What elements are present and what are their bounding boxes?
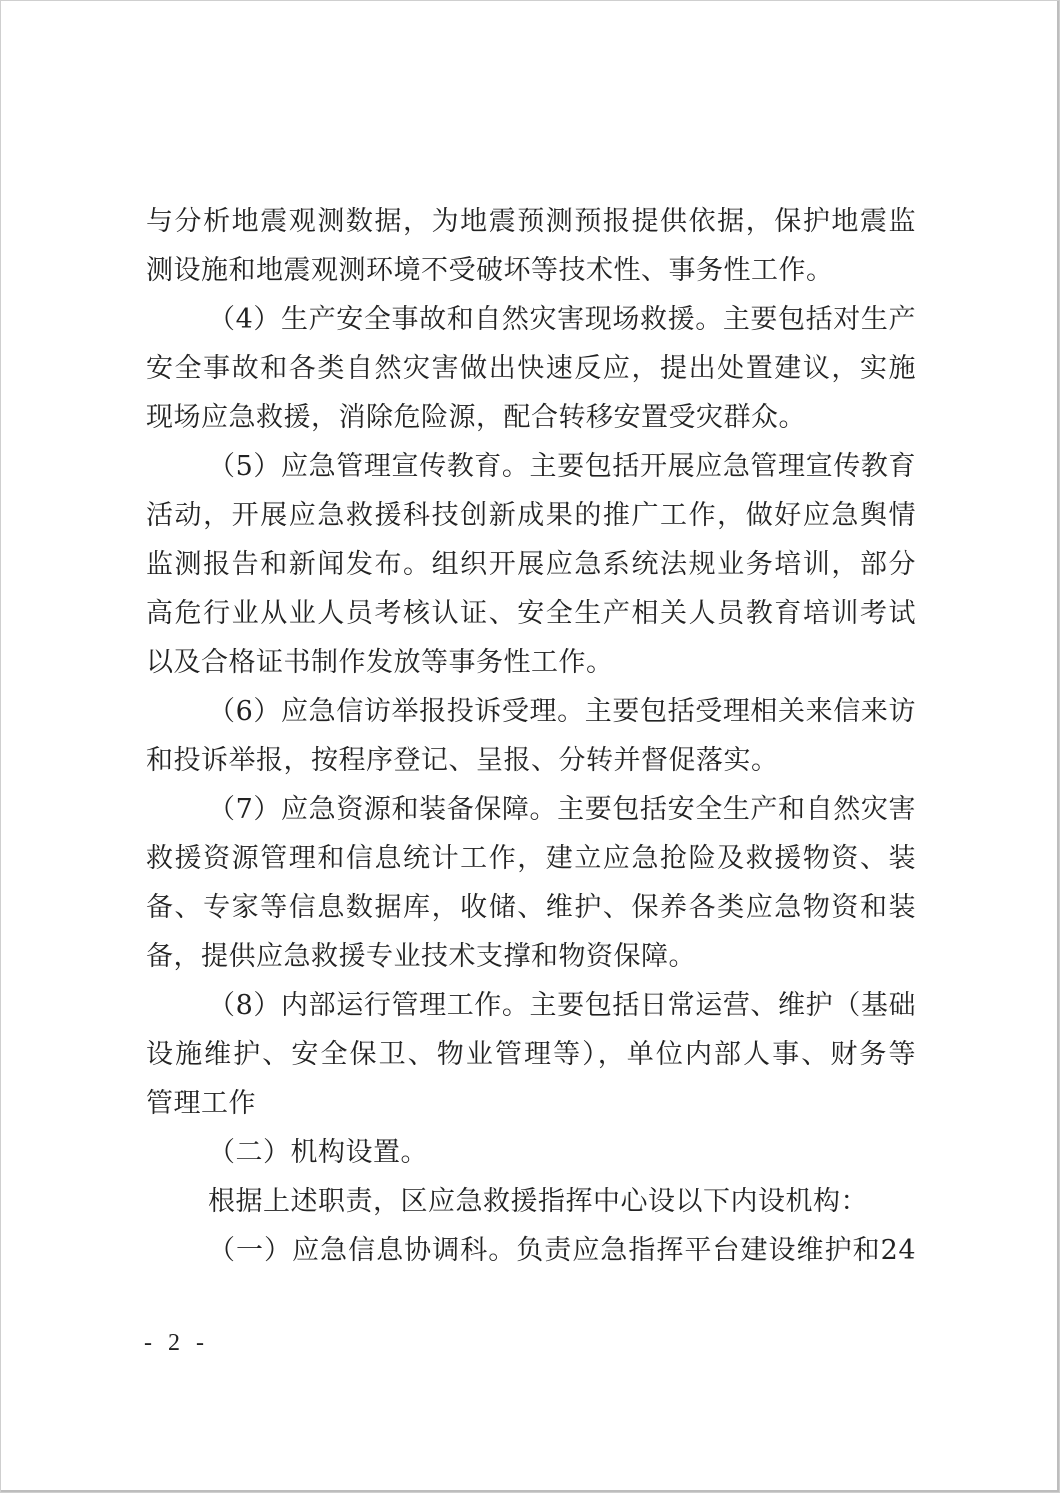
text-line: 根据上述职责，区应急救援指挥中心设以下内设机构：	[208, 1186, 868, 1217]
text-line: 救援资源管理和信息统计工作，建立应急抢险及救援物资、装	[146, 843, 916, 874]
text-line: （5）应急管理宣传教育。主要包括开展应急管理宣传教育	[208, 451, 916, 482]
text-line: 现场应急救援，消除危险源，配合转移安置受灾群众。	[146, 402, 806, 433]
text-line: 活动，开展应急救援科技创新成果的推广工作，做好应急舆情	[146, 500, 916, 531]
page-number: - 2 -	[144, 1330, 209, 1356]
text-line: 安全事故和各类自然灾害做出快速反应，提出处置建议，实施	[146, 353, 916, 384]
text-line: （4）生产安全事故和自然灾害现场救援。主要包括对生产	[208, 304, 916, 335]
text-line: 高危行业从业人员考核认证、安全生产相关人员教育培训考试	[146, 598, 916, 629]
text-line: 备，提供应急救援专业技术支撑和物资保障。	[146, 941, 696, 972]
text-line: 备、专家等信息数据库，收储、维护、保养各类应急物资和装	[146, 892, 916, 923]
text-line: 与分析地震观测数据，为地震预测预报提供依据，保护地震监	[146, 206, 916, 237]
text-line: 和投诉举报，按程序登记、呈报、分转并督促落实。	[146, 745, 779, 776]
text-line: 监测报告和新闻发布。组织开展应急系统法规业务培训，部分	[146, 549, 916, 580]
text-line: 测设施和地震观测环境不受破坏等技术性、事务性工作。	[146, 255, 834, 286]
text-line: （6）应急信访举报投诉受理。主要包括受理相关来信来访	[208, 696, 916, 727]
section-heading: （二）机构设置。	[208, 1137, 428, 1168]
text-line: 设施维护、安全保卫、物业管理等），单位内部人事、财务等	[146, 1039, 916, 1070]
text-line: （一）应急信息协调科。负责应急指挥平台建设维护和24	[208, 1235, 916, 1266]
text-line: 以及合格证书制作发放等事务性工作。	[146, 647, 614, 678]
text-line: （8）内部运行管理工作。主要包括日常运营、维护（基础	[208, 990, 916, 1021]
text-line: 管理工作	[146, 1088, 256, 1119]
text-line: （7）应急资源和装备保障。主要包括安全生产和自然灾害	[208, 794, 916, 825]
